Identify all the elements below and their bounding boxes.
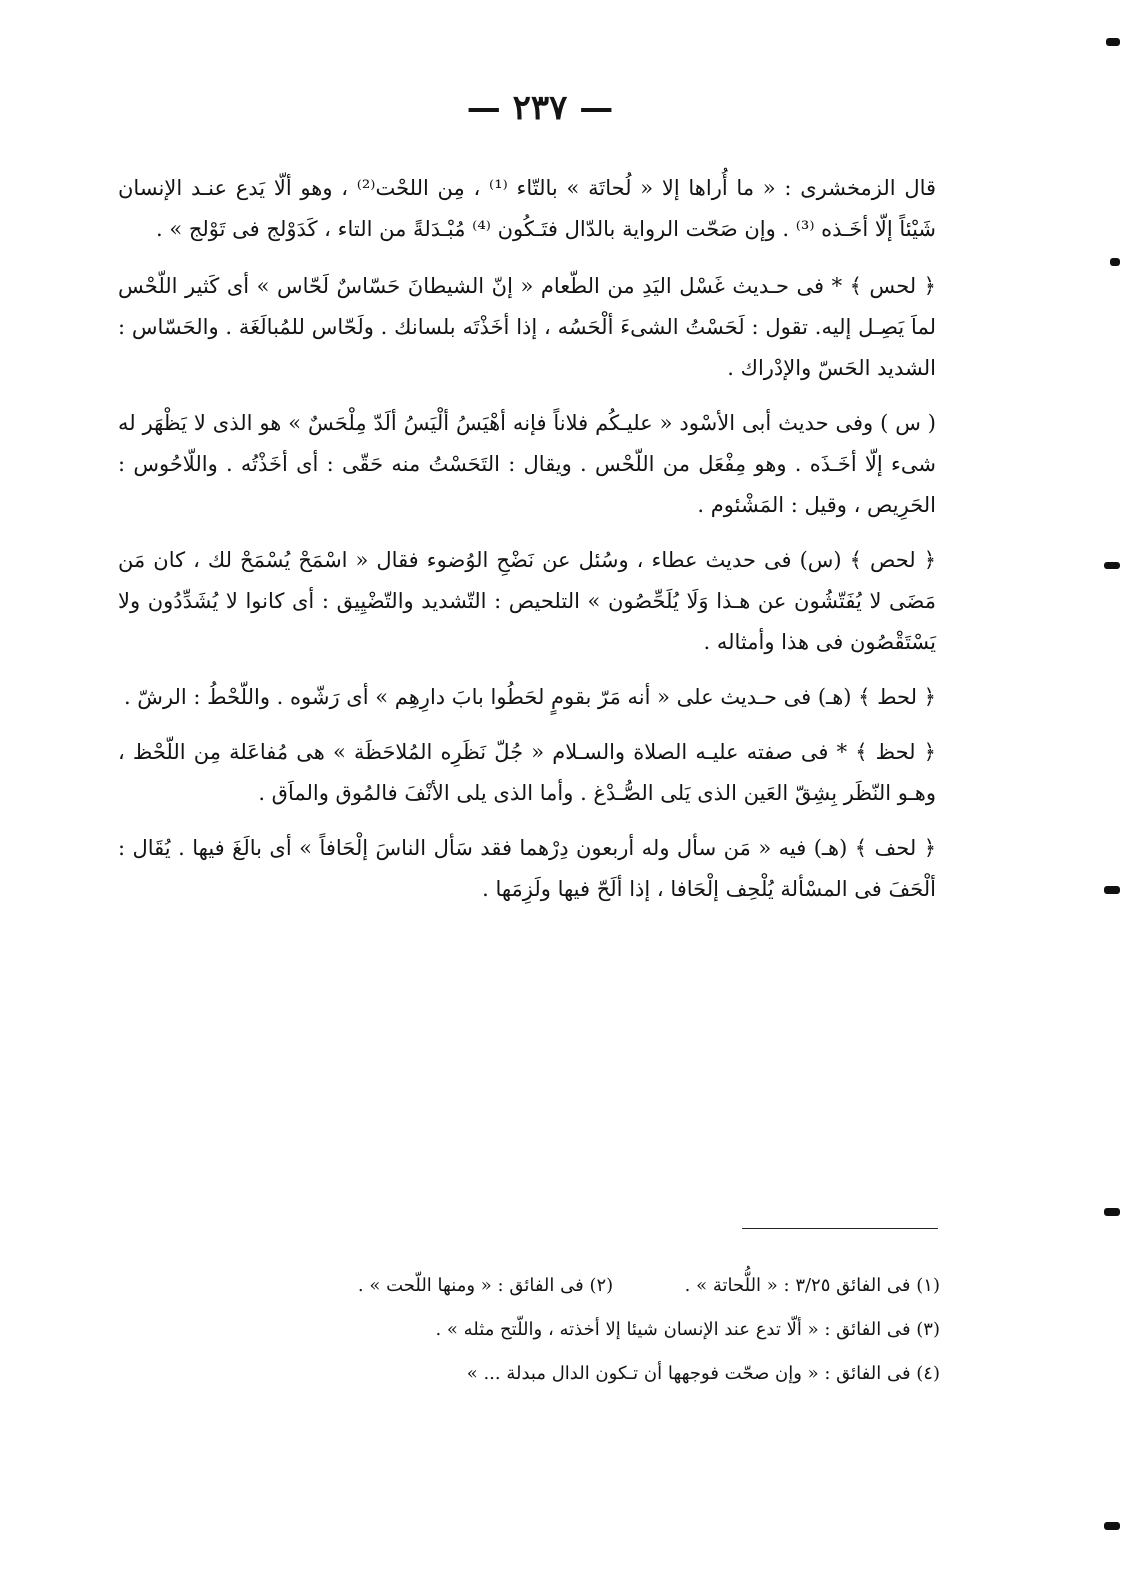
paragraph-zamakhshari-quote: قال الزمخشرى : « ما أُراها إلا « لُحاتَة » بالتّاء ⁽¹⁾ ، مِن اللحْت⁽²⁾ ، وهو ألّا يَدع عنـد الإنسان شَيْئاً إلّا أخَـذه ⁽³⁾ . وإن صَحّت الرواية بالدّال فتَـكُون ⁽⁴⁾ مُبْـدَلةً من التاء ، كَدَوْلج فى تَوْلج » .	[118, 176, 937, 241]
scan-edge-mark	[1104, 886, 1120, 894]
footnote-3: (٣) فى الفائق : « ألّا تدع عند الإنسان شيئا إلا أخذته ، واللّتح مثله » .	[435, 1319, 940, 1340]
entry-lahasa-abu-aswad: ( س ) وفى حديث أبى الأسْود « عليـكُم فلاناً فإنه أهْيَسُ ألْيَسُ ألَدّ مِلْحَسٌ » هو الذى لا يَظْهَر له شىء إلّا أخَـذَه . وهو مِفْعَل من اللّحْس . ويقال : التَحَسْتُ منه حَقّى : أى أخَذْتُه . واللّاحُوس : الحَرِيص ، وقيل : المَشْئوم .	[118, 411, 936, 517]
scan-edge-mark	[1104, 1522, 1120, 1530]
footnote-2: (٢) فى الفائق : « ومنها اللّحت » .	[357, 1275, 614, 1296]
scan-edge-mark	[1104, 562, 1120, 569]
page-number: — ٢٣٧ —	[466, 88, 614, 128]
entry-lahaza: ﴿ لحظ ﴾ * فى صفته عليـه الصلاة والسـلام « جُلّ نَظَرِه المُلاحَظَة » هى مُفاعَلة مِن اللّحْظ ، وهـو النّظَر بِشِقّ العَين الذى يَلى الصُّـدْغ . وأما الذى يلى الأنْفَ فالمُوق والماَق .	[118, 740, 936, 805]
entry-lahata: ﴿ لحط ﴾ (هـ) فى حـديث على « أنه مَرّ بقومٍ لحَطُوا بابَ دارِهِم » أى رَشّوه . واللّحْطُ : الرشّ .	[123, 685, 936, 709]
entry-lahasa-2: ﴿ لحص ﴾ (س) فى حديث عطاء ، وسُئل عن نَضْحِ الوُضوء فقال « اسْمَحْ يُسْمَحْ لك ، كان مَن مَضَى لا يُفَتّشُون عن هـذا وَلَا يُلَحِّصُون » التلحيص : التّشديد والتّضْيِيق : أى كانوا لا يُشَدِّدُون ولا يَسْتَقْصُون فى هذا وأمثاله .	[118, 548, 936, 654]
entry-lahasa: ﴿ لحس ﴾ * فى حـديث غَسْل اليَدِ من الطّعام « إنّ الشيطانَ حَسّاسٌ لَحّاس » أى كَثير اللّحْس لماَ يَصِـل إليه. تقول : لَحَسْتُ الشىءَ ألْحَسُه ، إذا أخَذْتَه بلسانك . ولَحّاس للمُبالَغَة . والحَسّاس : الشديد الحَسّ والإدْراك .	[118, 274, 936, 380]
scan-edge-mark	[1104, 1208, 1120, 1216]
footnote-1: (١) فى الفائق ٣/٢٥ : « اللُّحاتة » .	[684, 1275, 940, 1296]
entry-lahafa: ﴿ لحف ﴾ (هـ) فيه « مَن سأل وله أربعون دِرْهما فقد سَأل الناسَ إلْحَافاً » أى بالَغَ فيها . يُقَال : ألْحَفَ فى المسْألة يُلْحِف إلْحَافا ، إذا ألَحّ فيها ولَزِمَها .	[118, 836, 936, 901]
scan-edge-mark	[1110, 258, 1120, 266]
footnotes	[340, 1264, 940, 1396]
footnote-line-1	[340, 1264, 940, 1308]
body-text	[118, 168, 936, 924]
footnote-4: (٤) فى الفائق : « وإن صحّت فوجهها أن تـكون الدال مبدلة ... »	[466, 1363, 940, 1384]
footnote-separator	[742, 1228, 938, 1229]
scan-edge-mark	[1106, 38, 1120, 46]
